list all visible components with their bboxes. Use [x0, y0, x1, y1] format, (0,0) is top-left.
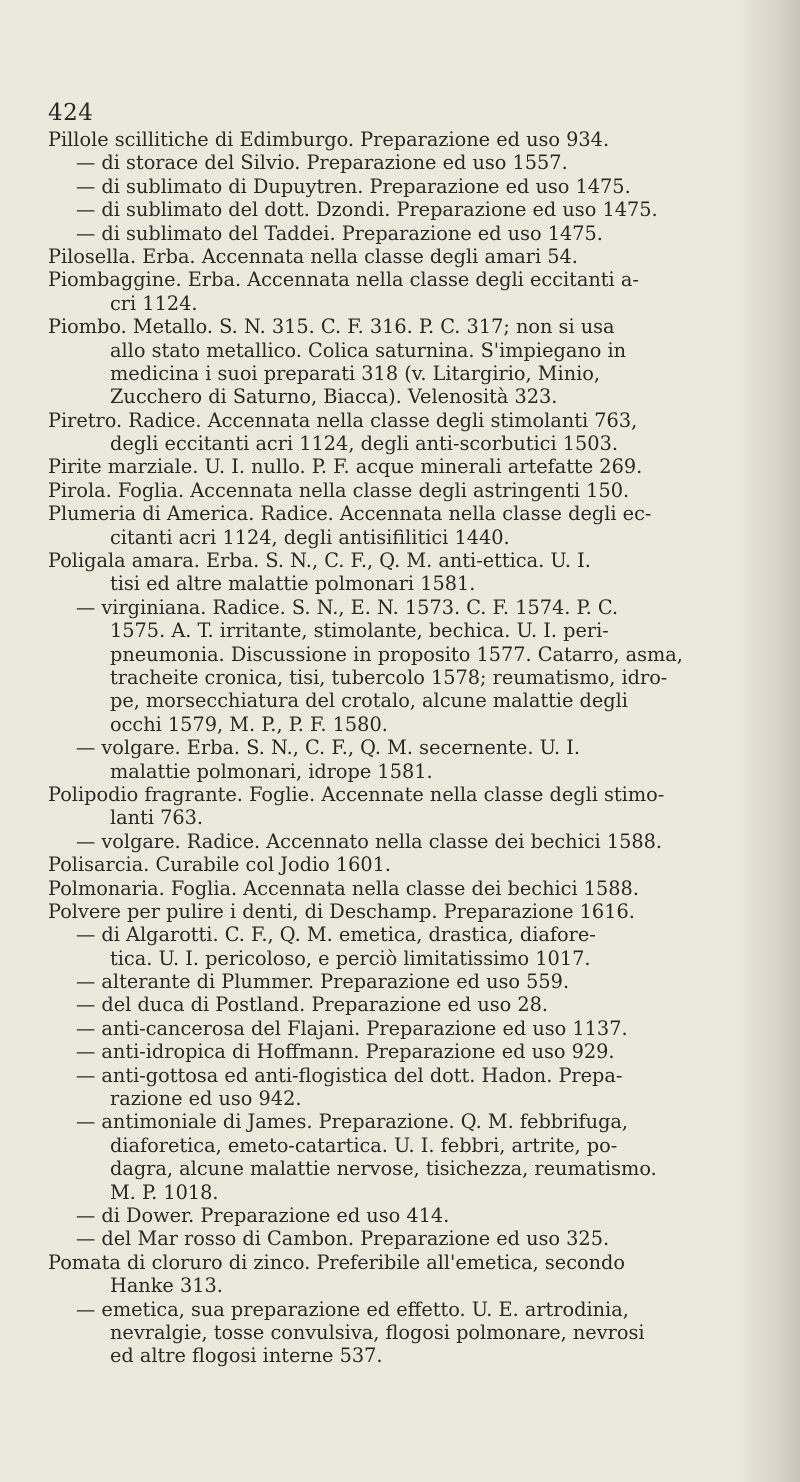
index-entry-continuation-line: razione ed uso 942. [110, 1087, 302, 1111]
index-entry-continuation-line: — del duca di Postland. Preparazione ed uso 28. [76, 993, 549, 1017]
index-entry-continuation-line: — volgare. Erba. S. N., C. F., Q. M. secernente. U. I. [76, 736, 581, 760]
index-entry-continuation-line: — di Algarotti. C. F., Q. M. emetica, drastica, diafore- [76, 923, 596, 947]
index-entry-line: Polvere per pulire i denti, di Deschamp. Preparazione 1616. [48, 899, 635, 923]
index-entry-line: Pirola. Foglia. Accennata nella classe degli astringenti 150. [48, 478, 630, 502]
index-entry-continuation-line: citanti acri 1124, degli antisifilitici 1440. [110, 525, 510, 549]
index-entry-continuation-line: cri 1124. [110, 291, 198, 315]
index-entry-line: Polmonaria. Foglia. Accennata nella classe dei bechici 1588. [48, 876, 639, 900]
page-number: 424 [48, 100, 94, 126]
index-entry-continuation-line: — emetica, sua preparazione ed effetto. U. E. artrodinia, [76, 1297, 629, 1321]
index-entry-continuation-line: — di sublimato del dott. Dzondi. Preparazione ed uso 1475. [76, 198, 658, 222]
index-entry-continuation-line: pneumonia. Discussione in proposito 1577. Catarro, asma, [110, 642, 683, 666]
index-entry-continuation-line: — di Dower. Preparazione ed uso 414. [76, 1203, 450, 1227]
index-entry-line: Plumeria di America. Radice. Accennata nella classe degli ec- [48, 502, 652, 526]
index-entry-continuation-line: — di sublimato del Taddei. Preparazione ed uso 1475. [76, 221, 603, 245]
index-entry-continuation-line: tica. U. I. pericoloso, e perciò limitatissimo 1017. [110, 946, 591, 970]
index-entry-continuation-line: M. P. 1018. [110, 1180, 219, 1204]
index-entry-line: Piretro. Radice. Accennata nella classe degli stimolanti 763, [48, 408, 638, 432]
index-entry-continuation-line: Zucchero di Saturno, Biacca). Velenosità 323. [110, 385, 558, 409]
index-entry-continuation-line: — antimoniale di James. Preparazione. Q. M. febbrifuga, [76, 1110, 629, 1134]
index-entry-line: Polipodio fragrante. Foglie. Accennate nella classe degli stimo- [48, 782, 665, 806]
index-entry-continuation-line: Hanke 313. [110, 1274, 223, 1298]
index-entry-continuation-line: malattie polmonari, idrope 1581. [110, 759, 433, 783]
index-entry-line: Polisarcia. Curabile col Jodio 1601. [48, 853, 392, 877]
index-entry-continuation-line: ed altre flogosi interne 537. [110, 1344, 383, 1368]
index-entry-line: Piombo. Metallo. S. N. 315. C. F. 316. P. C. 317; non si usa [48, 315, 615, 339]
index-entry-line: Piombaggine. Erba. Accennata nella classe degli eccitanti a- [48, 268, 639, 292]
index-entry-continuation-line: tracheite cronica, tisi, tubercolo 1578; reumatismo, idro- [110, 665, 668, 689]
index-entry-continuation-line: — volgare. Radice. Accennato nella classe dei bechici 1588. [76, 829, 663, 853]
index-entry-continuation-line: — di storace del Silvio. Preparazione ed uso 1557. [76, 151, 568, 175]
index-entry-continuation-line: — alterante di Plummer. Preparazione ed uso 559. [76, 970, 570, 994]
index-entry-continuation-line: — anti-cancerosa del Flajani. Preparazione ed uso 1137. [76, 1016, 628, 1040]
index-entry-continuation-line: — anti-idropica di Hoffmann. Preparazione ed uso 929. [76, 1040, 615, 1064]
index-entry-continuation-line: nevralgie, tosse convulsiva, flogosi polmonare, nevrosi [110, 1320, 645, 1344]
index-entry-continuation-line: occhi 1579, M. P., P. F. 1580. [110, 712, 388, 736]
index-entry-continuation-line: tisi ed altre malattie polmonari 1581. [110, 572, 476, 596]
index-entry-continuation-line: dagra, alcune malattie nervose, tisichezza, reumatismo. [110, 1157, 657, 1181]
index-entry-continuation-line: — del Mar rosso di Cambon. Preparazione ed uso 325. [76, 1227, 610, 1251]
index-entry-continuation-line: diaforetica, emeto-catartica. U. I. febbri, artrite, po- [110, 1133, 618, 1157]
index-entry-line: Pilosella. Erba. Accennata nella classe degli amari 54. [48, 244, 578, 268]
index-entry-line: Pillole scillitiche di Edimburgo. Preparazione ed uso 934. [48, 128, 610, 151]
index-entry-continuation-line: pe, morsecchiatura del crotalo, alcune malattie degli [110, 689, 628, 713]
index-entry-continuation-line: — anti-gottosa ed anti-flogistica del dott. Hadon. Prepa- [76, 1063, 623, 1087]
index-entry-continuation-line: 1575. A. T. irritante, stimolante, bechica. U. I. peri- [110, 619, 609, 643]
index-entry-line: Poligala amara. Erba. S. N., C. F., Q. M. anti-ettica. U. I. [48, 549, 591, 573]
index-entries [48, 128, 748, 1368]
index-entry-line: Pirite marziale. U. I. nullo. P. F. acque minerali artefatte 269. [48, 455, 643, 479]
index-entry-line: Pomata di cloruro di zinco. Preferibile all'emetica, secondo [48, 1250, 625, 1274]
index-entry-continuation-line: lanti 763. [110, 806, 204, 830]
index-entry-continuation-line: medicina i suoi preparati 318 (v. Litargirio, Minio, [110, 361, 601, 385]
index-entry-continuation-line: — di sublimato di Dupuytren. Preparazione ed uso 1475. [76, 174, 631, 198]
index-entry-continuation-line: allo stato metallico. Colica saturnina. S'impiegano in [110, 338, 627, 362]
index-entry-continuation-line: degli eccitanti acri 1124, degli anti-scorbutici 1503. [110, 432, 618, 456]
index-entry-continuation-line: — virginiana. Radice. S. N., E. N. 1573. C. F. 1574. P. C. [76, 595, 619, 619]
